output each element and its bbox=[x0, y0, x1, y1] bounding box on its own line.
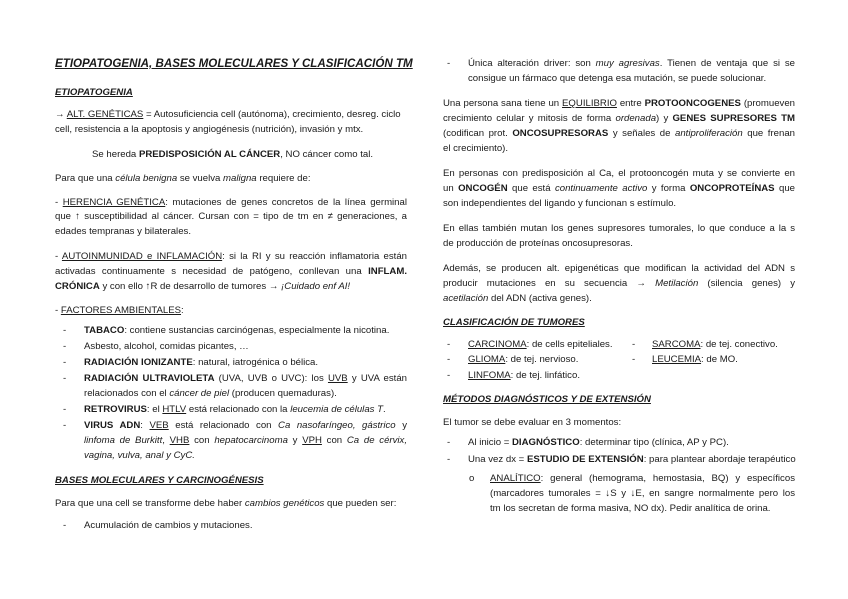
text: Única alteración driver: son bbox=[468, 58, 596, 69]
text-italic: continuamente activo bbox=[554, 183, 648, 194]
text-underline: SARCOMA bbox=[652, 339, 701, 350]
text: , bbox=[162, 435, 170, 446]
text-italic: leucemia de células T bbox=[290, 404, 383, 415]
text-underline: EQUILIBRIO bbox=[562, 98, 617, 109]
text: con bbox=[321, 435, 347, 446]
text: Se hereda bbox=[92, 149, 139, 160]
text-bold: TABACO bbox=[84, 325, 125, 336]
list-dash: - bbox=[63, 373, 67, 384]
text: Para que una bbox=[55, 173, 116, 184]
autoinmunidad-label: AUTOINMUNIDAD e INFLAMACIÓN bbox=[61, 251, 223, 262]
bullet-o: o bbox=[469, 473, 475, 484]
para-unica-2: consigue un fármaco que detenga esa mutación, se puede solucionar. bbox=[468, 73, 767, 84]
text: (UVA, UVB o UVC): los bbox=[214, 373, 328, 384]
text-bold: RADIACIÓN ULTRAVIOLETA bbox=[84, 373, 215, 384]
para-sana-4: el crecimiento). bbox=[443, 143, 509, 154]
text: activadas continuamente s necesidad de patógeno, conllevan una bbox=[55, 266, 369, 277]
text: : contiene sustancias carcinógenas, especialmente la nicotina. bbox=[124, 325, 390, 336]
list-item bbox=[468, 353, 578, 367]
text-underline: ANALÍTICO bbox=[490, 473, 541, 484]
text: (promueven bbox=[740, 98, 796, 109]
text: : determinar tipo (clínica, AP y PC). bbox=[579, 437, 729, 448]
list-item bbox=[84, 356, 318, 370]
list-dash: - bbox=[632, 354, 636, 365]
list-item bbox=[652, 338, 778, 352]
text: : para plantear abordaje terapéutico bbox=[643, 454, 796, 465]
text-italic: Ca de cérvix, bbox=[346, 435, 407, 446]
para-herencia-3: edades tempranas y bilaterales. bbox=[55, 226, 191, 237]
list-item bbox=[652, 353, 738, 367]
text-italic: Metilación bbox=[655, 278, 699, 289]
para-autoinmunidad-1 bbox=[55, 250, 407, 264]
text: un bbox=[443, 183, 459, 194]
para-pred-3: son independientes del ligando y funcionan s estímulo. bbox=[443, 198, 677, 209]
para-sana-1 bbox=[443, 97, 795, 111]
text-bold: GENES SUPRESORES TM bbox=[672, 113, 795, 124]
list-dash: - bbox=[63, 325, 67, 336]
para-sana-2 bbox=[443, 112, 795, 126]
text: (codifican prot. bbox=[443, 128, 513, 139]
text: Al inicio = bbox=[468, 437, 512, 448]
para-pred-1: En personas con predisposición al Ca, el protooncogén muta y se convierte en bbox=[443, 168, 795, 179]
page-title: ETIOPATOGENIA, BASES MOLECULARES Y CLASIFICACIÓN TM bbox=[55, 57, 413, 70]
text-bold: PROTOONCOGENES bbox=[644, 98, 741, 109]
list-item bbox=[468, 436, 729, 450]
para-factores bbox=[55, 304, 184, 318]
text-italic: antiproliferación bbox=[674, 128, 743, 139]
para-ellas-1: En ellas también mutan los genes supresores tumorales, lo que conduce a la s bbox=[443, 223, 795, 234]
text-italic: acetilación bbox=[443, 293, 489, 304]
para-autoinmunidad-2 bbox=[55, 265, 407, 279]
para-alt-geneticas-2: cell, resistencia a la apoptosis y angiogénesis (nutrición), invasión y mtx. bbox=[55, 124, 364, 135]
list-item bbox=[468, 369, 580, 383]
text: está relacionado con bbox=[168, 420, 279, 431]
text: se vuelva bbox=[177, 173, 224, 184]
para-ellas-2: de producción de proteínas oncosupresoras. bbox=[443, 238, 633, 249]
text: que está bbox=[507, 183, 555, 194]
text: : de tej. linfático. bbox=[510, 370, 580, 381]
para-adem-2 bbox=[443, 277, 795, 291]
heading-metodos: MÉTODOS DIAGNÓSTICOS Y DE EXTENSIÓN bbox=[443, 394, 651, 405]
text: y con ello ↑R de desarrollo de tumores → bbox=[99, 281, 282, 292]
list-dash: - bbox=[447, 58, 451, 69]
text: requiere de: bbox=[256, 173, 311, 184]
text: : bbox=[181, 305, 184, 316]
text-underline: LEUCEMIA bbox=[652, 354, 702, 365]
text-underline: HTLV bbox=[162, 404, 187, 415]
text-bold: VIRUS ADN bbox=[84, 420, 141, 431]
text-bold: RETROVIRUS bbox=[84, 404, 147, 415]
para-hereda bbox=[92, 148, 373, 162]
text: . bbox=[382, 404, 386, 415]
text: producir mutaciones en su secuencia → bbox=[443, 278, 656, 289]
text: Una persona sana tiene un bbox=[443, 98, 563, 109]
text-italic: ordenada bbox=[615, 113, 657, 124]
text-bold: ONCOPROTEÍNAS bbox=[689, 183, 775, 194]
list-dash: - bbox=[63, 520, 67, 531]
text: : general (hemograma, hemostasia, BQ) y específicos bbox=[540, 473, 795, 484]
text: Una vez dx = bbox=[468, 454, 527, 465]
para-analitico-2: (marcadores tumorales = ↓S y ↓E, en sangre normalmente pero los bbox=[490, 488, 795, 499]
list-dash: - bbox=[447, 339, 451, 350]
text-underline: LINFOMA bbox=[468, 370, 511, 381]
herencia-label: HERENCIA GENÉTICA bbox=[62, 197, 166, 208]
text-italic: cáncer de piel bbox=[169, 388, 230, 399]
list-item bbox=[84, 419, 407, 433]
arrow-icon: → bbox=[55, 109, 65, 120]
text: : de tej. nervioso. bbox=[505, 354, 579, 365]
text-bold: PREDISPOSICIÓN AL CÁNCER bbox=[138, 149, 281, 160]
text: (producen quemaduras). bbox=[229, 388, 337, 399]
text-underline: GLIOMA bbox=[468, 354, 506, 365]
list-dash: - bbox=[447, 437, 451, 448]
text: que frenan bbox=[742, 128, 796, 139]
text: entre bbox=[616, 98, 645, 109]
text: . Tienen de ventaja que si se bbox=[659, 58, 795, 69]
text: crecimiento celular y mitosis de forma bbox=[443, 113, 616, 124]
text-bold: ONCOSUPRESORAS bbox=[512, 128, 609, 139]
para-bases bbox=[55, 497, 396, 511]
list-dash: - bbox=[447, 454, 451, 465]
text: : de tej. conectivo. bbox=[700, 339, 778, 350]
text: que bbox=[774, 183, 795, 194]
text: y UVA están bbox=[347, 373, 407, 384]
text: que pueden ser: bbox=[324, 498, 397, 509]
list-item bbox=[84, 324, 389, 338]
text: del ADN (activa genes). bbox=[488, 293, 592, 304]
text: está relacionado con la bbox=[186, 404, 291, 415]
alt-geneticas-label: ALT. GENÉTICAS bbox=[66, 109, 144, 120]
text-bold: ONCOGÉN bbox=[458, 183, 508, 194]
list-item: Asbesto, alcohol, comidas picantes, … bbox=[84, 341, 249, 352]
text-bold: CRÓNICA bbox=[55, 281, 100, 292]
text: y bbox=[395, 420, 407, 431]
list-dash: - bbox=[63, 404, 67, 415]
text: Para que una cell se transforme debe haber bbox=[55, 498, 245, 509]
list-dash: - bbox=[447, 354, 451, 365]
text: ) y bbox=[656, 113, 673, 124]
text: y señales de bbox=[608, 128, 675, 139]
heading-clasificacion: CLASIFICACIÓN DE TUMORES bbox=[443, 317, 585, 328]
text-italic: hepatocarcinoma bbox=[214, 435, 288, 446]
text-italic: cambios genéticos bbox=[244, 498, 325, 509]
list-item-cont bbox=[84, 387, 337, 401]
list-dash: - bbox=[63, 357, 67, 368]
para-analitico-3: tm los secretan de forma masiva, NO dx). Pedir analítica de orina. bbox=[490, 503, 771, 514]
list-item bbox=[468, 453, 796, 467]
para-sana-3 bbox=[443, 127, 795, 141]
text-italic: ¡Cuidado enf AI! bbox=[281, 281, 351, 292]
text: : de cells epiteliales. bbox=[526, 339, 613, 350]
list-dash: - bbox=[632, 339, 636, 350]
text: y bbox=[287, 435, 303, 446]
text-underline: CARCINOMA bbox=[468, 339, 527, 350]
text-bold: DIAGNÓSTICO bbox=[512, 437, 580, 448]
heading-bases: BASES MOLECULARES Y CARCINOGÉNESIS bbox=[55, 475, 264, 486]
text: : si la RI y su reacción inflamatoria están bbox=[222, 251, 407, 262]
list-dash: - bbox=[63, 341, 67, 352]
text: (silencia genes) y bbox=[698, 278, 795, 289]
list-item-cont bbox=[84, 434, 407, 448]
para-autoinmunidad-3 bbox=[55, 280, 350, 294]
dash: - bbox=[55, 305, 61, 316]
list-dash: - bbox=[63, 420, 67, 431]
text: y forma bbox=[647, 183, 690, 194]
para-alt-geneticas bbox=[55, 108, 407, 122]
list-item: Acumulación de cambios y mutaciones. bbox=[84, 520, 253, 531]
dash: - bbox=[55, 197, 63, 208]
para-unica-1 bbox=[468, 57, 795, 71]
text: con bbox=[189, 435, 215, 446]
dash: - bbox=[55, 251, 62, 262]
text-italic: maligna bbox=[223, 173, 257, 184]
para-benigna bbox=[55, 172, 311, 186]
text-bold: RADIACIÓN IONIZANTE bbox=[84, 357, 193, 368]
text-bold: ESTUDIO DE EXTENSIÓN bbox=[526, 454, 644, 465]
text: = Autosuficiencia cell (autónoma), crecimiento, desreg. ciclo bbox=[143, 109, 401, 120]
factores-label: FACTORES AMBIENTALES bbox=[60, 305, 182, 316]
text-underline: VEB bbox=[149, 420, 169, 431]
list-dash: - bbox=[447, 370, 451, 381]
text: : natural, iatrogénica o bélica. bbox=[192, 357, 319, 368]
list-item-cont: vagina, vulva, anal y CyC. bbox=[84, 450, 195, 461]
heading-etiopatogenia: ETIOPATOGENIA bbox=[55, 87, 133, 98]
para-analitico-1 bbox=[490, 472, 795, 486]
text-underline: UVB bbox=[327, 373, 348, 384]
text-italic: linfoma de Burkitt bbox=[84, 435, 163, 446]
para-evaluar: El tumor se debe evaluar en 3 momentos: bbox=[443, 417, 622, 428]
text-underline: VPH bbox=[302, 435, 322, 446]
list-item bbox=[468, 338, 613, 352]
para-herencia-1 bbox=[55, 196, 407, 210]
list-item bbox=[84, 403, 386, 417]
para-pred-2 bbox=[443, 182, 795, 196]
para-adem-1: Además, se producen alt. epigenéticas que modifican la actividad del ADN s bbox=[443, 263, 795, 274]
text-italic: muy agresivas bbox=[595, 58, 660, 69]
text-italic: célula benigna bbox=[115, 173, 178, 184]
para-adem-3 bbox=[443, 292, 592, 306]
text: : mutaciones de genes concretos de la línea germinal bbox=[165, 197, 407, 208]
text-italic: Ca nasofaríngeo, gástrico bbox=[278, 420, 396, 431]
text: : el bbox=[146, 404, 163, 415]
text-bold: INFLAM. bbox=[368, 266, 407, 277]
para-herencia-2: que ↑ susceptibilidad al cáncer. Cursan con = tipo de tm en ≠ generaciones, a bbox=[55, 211, 407, 222]
text: relacionados con el bbox=[84, 388, 170, 399]
text: : de MO. bbox=[701, 354, 738, 365]
list-item bbox=[84, 372, 407, 386]
text-underline: VHB bbox=[169, 435, 190, 446]
text: , NO cáncer como tal. bbox=[280, 149, 373, 160]
text: : bbox=[140, 420, 150, 431]
